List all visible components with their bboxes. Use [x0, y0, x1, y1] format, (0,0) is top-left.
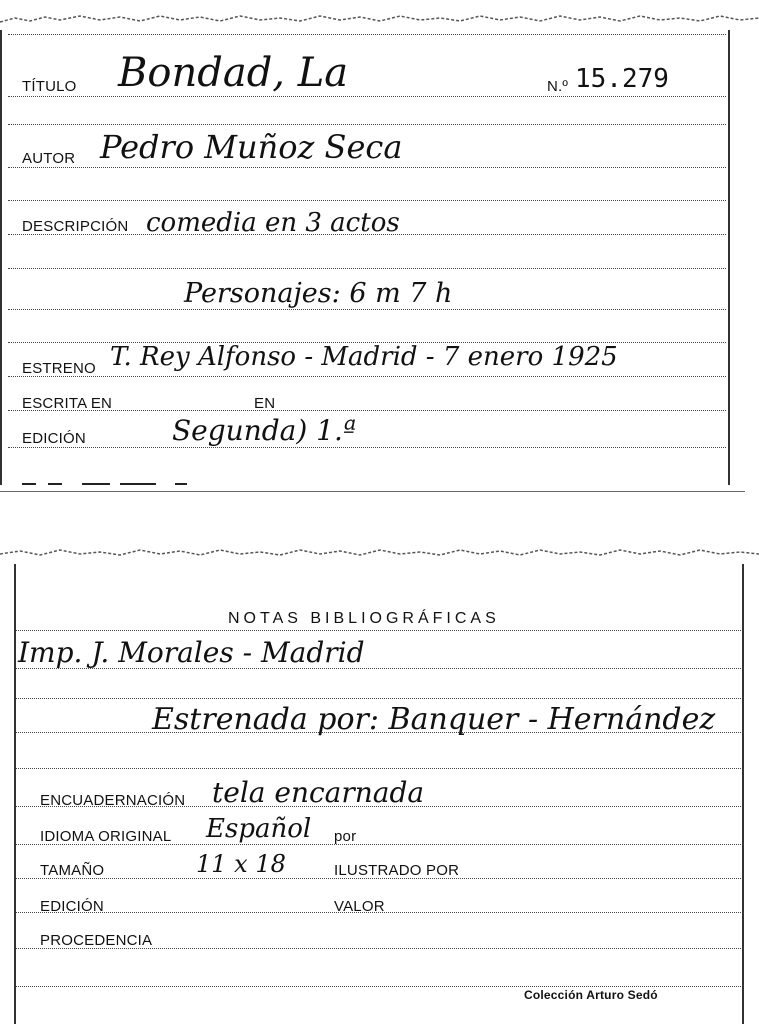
estreno-value: T. Rey Alfonso - Madrid - 7 enero 1925: [110, 342, 618, 372]
dash-mark: [48, 483, 62, 485]
titulo-label: TÍTULO: [22, 78, 77, 95]
personajes-note: Personajes: 6 m 7 h: [184, 278, 453, 309]
idioma-original-value: Español: [206, 814, 312, 844]
dotted-line: [16, 630, 741, 631]
dotted-line: [8, 268, 726, 269]
dotted-line: [8, 96, 726, 97]
escrita-en-label: ESCRITA EN: [22, 395, 113, 412]
dotted-line: [16, 986, 741, 987]
dotted-line: [8, 200, 726, 201]
dotted-line: [8, 410, 726, 411]
dash-mark: [175, 483, 187, 485]
encuadernacion-label: ENCUADERNACIÓN: [40, 792, 186, 809]
dotted-line: [16, 768, 741, 769]
ilustrado-por-label: ILUSTRADO POR: [334, 862, 460, 879]
en-label: EN: [254, 395, 276, 412]
dotted-line: [16, 698, 741, 699]
dotted-line: [8, 167, 726, 168]
catalog-card-back: [0, 540, 759, 1028]
dash-mark: [120, 483, 156, 485]
numero-label: N.º: [547, 78, 569, 95]
edicion-value: Segunda) 1.ª: [172, 414, 357, 447]
dash-mark: [82, 483, 110, 485]
descripcion-value: comedia en 3 actos: [146, 208, 400, 238]
autor-value: Pedro Muñoz Seca: [100, 128, 403, 166]
dotted-line: [8, 376, 726, 377]
dash-mark: [22, 483, 36, 485]
card-right-border: [742, 564, 744, 1024]
por-label: por: [334, 828, 357, 845]
torn-edge-top: [0, 8, 759, 28]
titulo-value: Bondad, La: [118, 50, 349, 96]
tamano-value: 11 x 18: [196, 850, 286, 878]
edicion-label-back: EDICIÓN: [40, 898, 104, 915]
valor-label: VALOR: [334, 898, 385, 915]
dotted-line: [8, 124, 726, 125]
edicion-label: EDICIÓN: [22, 430, 86, 447]
notas-heading: NOTAS BIBLIOGRÁFICAS: [228, 610, 500, 627]
numero-value: 15.279: [575, 64, 669, 94]
tamano-label: TAMAÑO: [40, 862, 105, 879]
dotted-line: [8, 447, 726, 448]
nota-imprenta: Imp. J. Morales - Madrid: [18, 636, 365, 669]
card-bottom-border: [0, 491, 745, 492]
torn-edge-top: [0, 542, 759, 562]
encuadernacion-value: tela encarnada: [212, 776, 425, 809]
idioma-original-label: IDIOMA ORIGINAL: [40, 828, 172, 845]
procedencia-label: PROCEDENCIA: [40, 932, 153, 949]
card-left-border: [14, 564, 16, 1024]
nota-estrenada: Estrenada por: Banquer - Hernández: [152, 702, 716, 737]
estreno-label: ESTRENO: [22, 360, 96, 377]
coleccion-stamp: Colección Arturo Sedó: [524, 988, 658, 1002]
dotted-line: [8, 309, 726, 310]
card-left-border: [0, 30, 2, 485]
dotted-line: [8, 34, 726, 35]
descripcion-label: DESCRIPCIÓN: [22, 218, 129, 235]
autor-label: AUTOR: [22, 150, 76, 167]
card-right-border: [728, 30, 730, 485]
catalog-card-front: [0, 0, 759, 495]
